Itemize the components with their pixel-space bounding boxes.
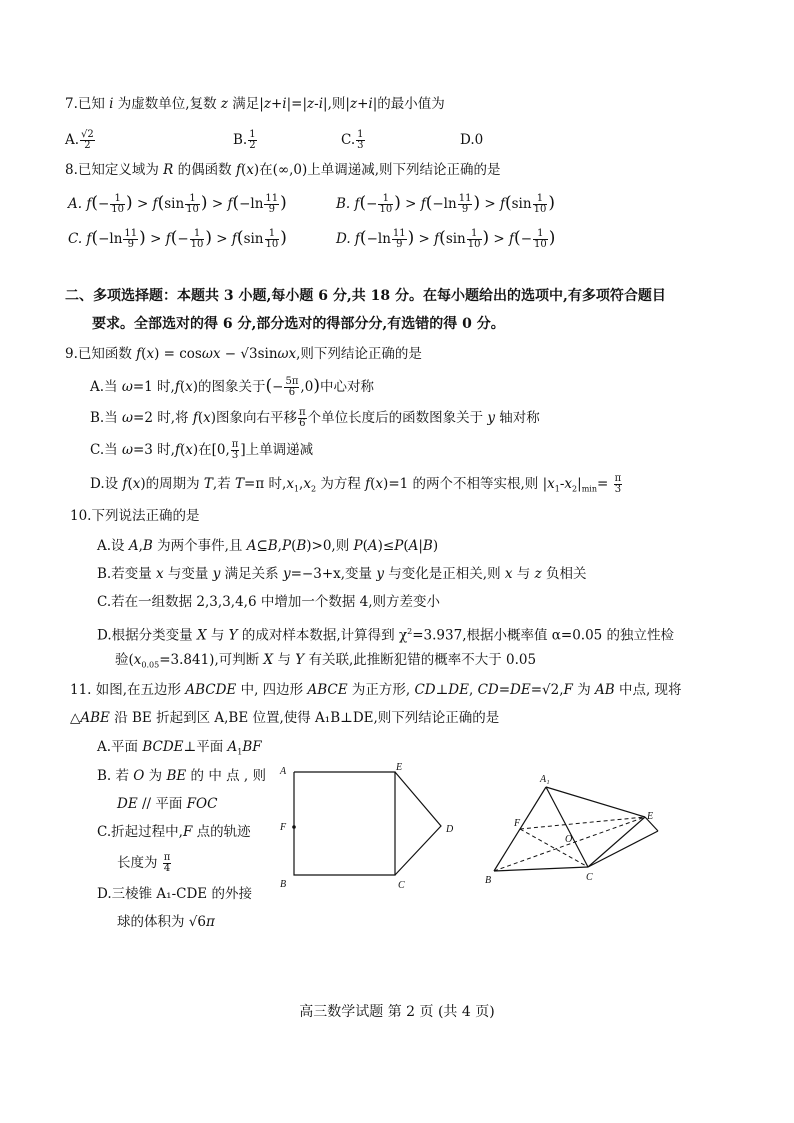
q11-option-c-line2: 长度为 $\frac{\pi}{4}$ xyxy=(117,852,171,874)
label-f: F xyxy=(280,822,287,833)
q9-option-b: B.当 ω=2 时,将 f(x)图象向右平移 $\frac{\pi}{6}$ 个单位长度后的函数图象关于 y 轴对称 xyxy=(90,407,540,429)
q9-stem: 9.已知函数 f(x) = cosωx − √3sinωx,则下列结论正确的是 xyxy=(65,346,422,362)
q7-option-b: B. $\frac{1}{2}$ xyxy=(233,129,256,151)
label-b: B xyxy=(280,879,287,890)
label-c: C xyxy=(398,880,405,891)
q11-option-d-line1: D.三棱锥 A₁-CDE 的外接 xyxy=(97,886,252,902)
section-2-instructions: 要求。全部选对的得 6 分,部分选对的得部分分,有选错的得 0 分。 xyxy=(92,316,505,332)
q8-option-a: A. f(− $\frac{1}{10}$ ) > f(sin $\frac{1}{10}$ ) > f(−ln $\frac{11}{9}$ ) xyxy=(68,193,287,215)
label-a: A xyxy=(280,766,287,777)
q7-option-a: A. $\frac{√2}{2}$ xyxy=(65,129,94,151)
label-e2: E xyxy=(647,811,654,822)
q8-option-c: C. f(−ln $\frac{11}{9}$ ) > f(− $\frac{1}{10}$ ) > f(sin $\frac{1}{10}$ ) xyxy=(68,228,287,250)
q11-option-c-line1: C.折起过程中,F 点的轨迹 xyxy=(97,824,251,840)
q11-option-b-line1: B. 若 O 为 BE 的 中 点 , 则 xyxy=(97,768,266,784)
q11-option-a: A.平面 BCDE⊥平面 $A_1BF$ xyxy=(97,739,262,757)
q9-option-c: C.当 ω=3 时,f(x)在[0, $\frac{\pi}{3}$ ]上单调递减 xyxy=(90,439,314,461)
q11-stem-line1: 11. 如图,在五边形 ABCDE 中, 四边形 ABCE 为正方形, CD⊥DE, CD=DE=√2,F 为 AB 中点, 现将 xyxy=(70,682,682,698)
q8-stem: 8.已知定义域为 R 的偶函数 f(x)在(∞,0)上单调递减,则下列结论正确的是 xyxy=(65,162,501,178)
q10-stem: 10.下列说法正确的是 xyxy=(70,508,200,524)
page-footer: 高三数学试题 第 2 页 (共 4 页) xyxy=(299,1004,495,1020)
q9-option-d: D.设 f(x)的周期为 T,若 T=π 时$,x_1,x_2$ 为方程 f(x)=1 的两个不相等实根,则 $|x_1-x_2|_{min}=$ $\frac{\pi}{3}$ xyxy=(90,473,622,495)
label-d: D xyxy=(446,824,454,835)
label-f2: F xyxy=(514,818,521,829)
q11-option-b-line2: DE // 平面 FOC xyxy=(117,796,218,812)
figure-folded-solid xyxy=(480,770,680,890)
q10-option-c: C.若在一组数据 2,3,3,4,6 中增加一个数据 4,则方差变小 xyxy=(97,594,441,610)
q7-stem: 7.已知 i 为虚数单位,复数 z 满足|z+i|=|z-i|,则|z+i|的最小值为 xyxy=(65,96,445,112)
q11-stem-line2: △ABE 沿 BE 折起到区 A,BE 位置,使得 A₁B⊥DE,则下列结论正确的是 xyxy=(70,710,500,726)
q8-option-b: B. f(− $\frac{1}{10}$ ) > f(−ln $\frac{11}{9}$ ) > f(sin $\frac{1}{10}$ ) xyxy=(336,193,555,215)
q7-option-c: C. $\frac{1}{3}$ xyxy=(341,129,364,151)
label-c2: C xyxy=(586,872,593,883)
q10-option-d-line1: D.根据分类变量 X 与 Y 的成对样本数据,计算得到 $\chi^2=3.937$,根据小概率值 α=0.05 的独立性检 xyxy=(97,627,675,644)
label-o: O xyxy=(565,834,573,845)
q8-option-d: D. f(−ln $\frac{11}{9}$ ) > f(sin $\frac{1}{10}$ ) > f(− $\frac{1}{10}$ ) xyxy=(336,228,556,250)
q11-option-d-line2: 球的体积为 √6π xyxy=(117,914,215,930)
figure-pentagon xyxy=(275,760,465,895)
q10-option-b: B.若变量 x 与变量 y 满足关系 y=−3+x,变量 y 与变化是正相关,则 x 与 z 负相关 xyxy=(97,566,587,582)
q9-option-a: A.当 ω=1 时,f(x)的图象关于(− $\frac{5\pi}{6}$ ,0)中心对称 xyxy=(90,376,374,398)
label-e: E xyxy=(396,762,403,773)
q10-option-a: A.设 A,B 为两个事件,且 A⊆B,P(B)>0,则 P(A)≤P(A|B) xyxy=(97,538,439,554)
section-2-heading: 二、多项选择题：本题共 3 小题,每小题 6 分,共 18 分。在每小题给出的选项中,有多项符合题目 xyxy=(65,288,666,304)
q7-option-d: D.0 xyxy=(460,132,484,148)
label-b2: B xyxy=(485,875,492,886)
label-a1: A₁ xyxy=(540,774,550,785)
q10-option-d-line2: 验$(x_{0.05}=3.841)$,可判断 X 与 Y 有关联,此推断犯错的概率不大于 0.05 xyxy=(115,652,537,670)
